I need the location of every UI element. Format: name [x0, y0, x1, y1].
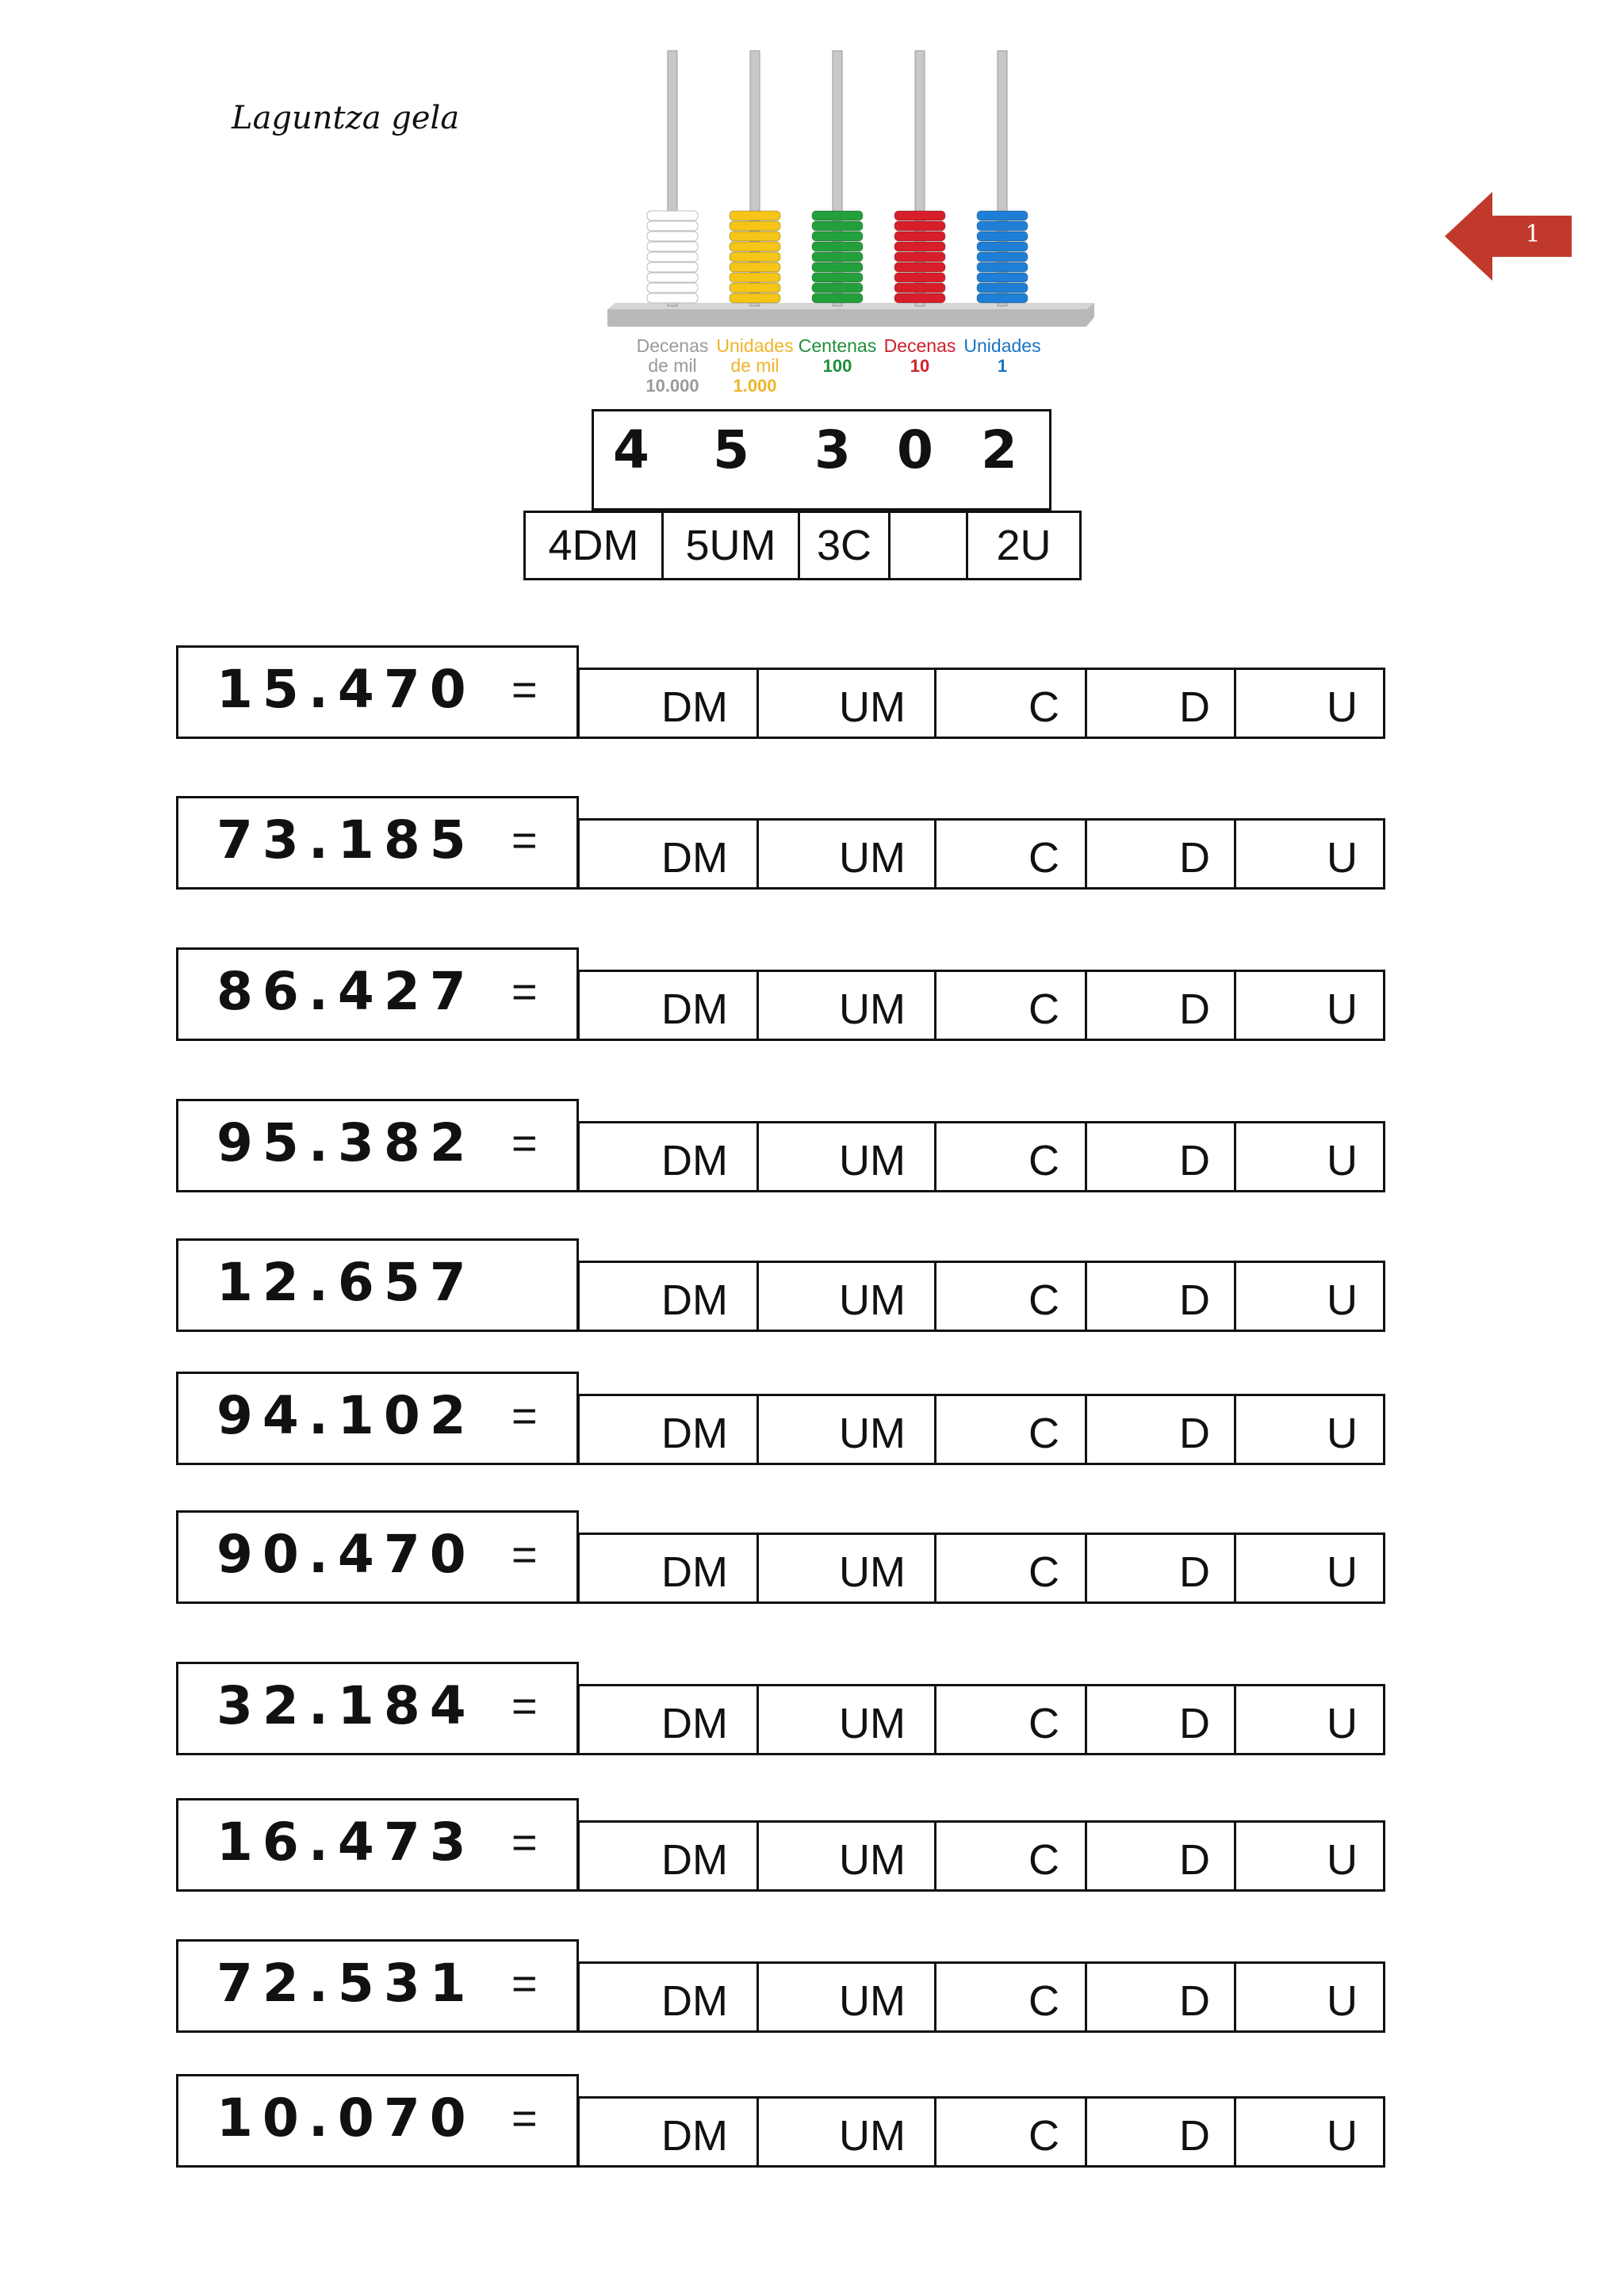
abacus-illustration	[603, 48, 1094, 404]
example-digit: 4	[613, 419, 649, 480]
number-box	[176, 1662, 579, 1755]
abacus-bead	[812, 293, 863, 303]
place-um[interactable]: UM	[756, 1686, 934, 1753]
number-value: 86.427	[216, 961, 476, 1022]
abacus-bead	[730, 262, 780, 272]
abacus-bead	[647, 283, 698, 293]
header-title: Laguntza gela	[232, 100, 460, 136]
place-value-boxes	[577, 1533, 1385, 1604]
place-d[interactable]: D	[1085, 972, 1234, 1039]
place-d[interactable]: D	[1085, 1263, 1234, 1330]
equals-sign: =	[511, 1391, 538, 1441]
abacus-bead	[730, 211, 780, 220]
example-digit: 0	[897, 419, 933, 480]
place-um[interactable]: UM	[756, 1123, 934, 1190]
number-value: 94.102	[216, 1385, 476, 1446]
equals-sign: =	[511, 1118, 538, 1168]
number-box	[176, 1939, 579, 2033]
abacus-bead	[977, 242, 1028, 251]
place-um[interactable]: UM	[756, 821, 934, 887]
abacus-bead	[812, 252, 863, 262]
abacus-bead	[730, 232, 780, 241]
equals-sign: =	[511, 1958, 538, 2008]
abacus-bead	[647, 221, 698, 231]
abacus-bead	[647, 262, 698, 272]
abacus-bead	[730, 283, 780, 293]
place-c[interactable]: C	[934, 670, 1085, 737]
abacus-rod-name2: de mil	[730, 355, 779, 376]
exercise-row	[176, 1510, 1386, 1605]
place-u[interactable]: U	[1234, 1263, 1383, 1330]
place-c[interactable]: C	[934, 1535, 1085, 1601]
place-dm[interactable]: DM	[577, 1396, 756, 1463]
abacus-rod-name: Centenas	[798, 335, 877, 356]
abacus-bead	[647, 211, 698, 220]
place-c[interactable]: C	[934, 1686, 1085, 1753]
place-d[interactable]: D	[1085, 1964, 1234, 2030]
abacus-rod-name: Decenas	[883, 335, 956, 356]
place-um[interactable]: UM	[756, 1535, 934, 1601]
number-box	[176, 1238, 579, 1332]
number-box	[176, 2074, 579, 2168]
abacus-bead	[977, 283, 1028, 293]
place-d[interactable]: D	[1085, 1535, 1234, 1601]
place-value-boxes	[577, 1261, 1385, 1332]
abacus-bead	[812, 283, 863, 293]
example-part: 3C	[800, 513, 891, 578]
abacus-bead	[647, 273, 698, 282]
place-dm[interactable]: DM	[577, 972, 756, 1039]
place-u[interactable]: U	[1234, 2099, 1383, 2165]
example-digit: 5	[713, 419, 749, 480]
place-um[interactable]: UM	[756, 2099, 934, 2165]
number-value: 16.473	[216, 1812, 476, 1873]
exercise-row	[176, 1939, 1386, 2034]
abacus-bead	[812, 211, 863, 220]
abacus-bead	[647, 232, 698, 241]
abacus-bead	[894, 293, 945, 303]
place-c[interactable]: C	[934, 821, 1085, 887]
place-u[interactable]: U	[1234, 1686, 1383, 1753]
place-c[interactable]: C	[934, 2099, 1085, 2165]
abacus-bead	[894, 262, 945, 272]
abacus-bead	[977, 211, 1028, 220]
abacus-bead	[812, 242, 863, 251]
place-dm[interactable]: DM	[577, 1964, 756, 2030]
place-value-boxes	[577, 1684, 1385, 1755]
number-value: 12.657	[216, 1252, 476, 1313]
exercise-row	[176, 645, 1386, 740]
place-value-boxes	[577, 818, 1385, 890]
place-c[interactable]: C	[934, 1823, 1085, 1889]
place-d[interactable]: D	[1085, 2099, 1234, 2165]
place-value-boxes	[577, 1394, 1385, 1465]
abacus-rod-name: Unidades	[963, 335, 1041, 356]
abacus-rod-label	[959, 336, 1046, 376]
equals-sign: =	[511, 1529, 538, 1579]
example-number-box	[592, 409, 1051, 511]
exercise-row	[176, 2074, 1386, 2169]
place-dm[interactable]: DM	[577, 1535, 756, 1601]
abacus-bead	[812, 221, 863, 231]
number-box	[176, 796, 579, 890]
number-value: 10.070	[216, 2087, 476, 2149]
example-digit: 3	[814, 419, 851, 480]
abacus-rod-value: 100	[822, 356, 852, 376]
place-um[interactable]: UM	[756, 1396, 934, 1463]
exercise-row	[176, 947, 1386, 1043]
abacus-bead	[647, 293, 698, 303]
equals-sign: =	[511, 1817, 538, 1867]
abacus-bead	[730, 252, 780, 262]
abacus-rod-name2: de mil	[648, 355, 697, 376]
place-dm[interactable]: DM	[577, 2099, 756, 2165]
abacus-bead	[647, 242, 698, 251]
number-value: 95.382	[216, 1112, 476, 1173]
number-box	[176, 1798, 579, 1892]
example-parts	[523, 511, 1082, 580]
exercise-row	[176, 1099, 1386, 1194]
abacus-bead	[894, 273, 945, 282]
abacus-bead	[730, 242, 780, 251]
place-d[interactable]: D	[1085, 1686, 1234, 1753]
place-value-boxes	[577, 1121, 1385, 1192]
abacus-graphic	[603, 48, 1094, 349]
number-box	[176, 1099, 579, 1192]
abacus-bead	[977, 221, 1028, 231]
place-d[interactable]: D	[1085, 821, 1234, 887]
place-dm[interactable]: DM	[577, 821, 756, 887]
place-value-boxes	[577, 1820, 1385, 1892]
abacus-base-top	[607, 303, 1094, 309]
number-box	[176, 1510, 579, 1604]
place-c[interactable]: C	[934, 972, 1085, 1039]
place-dm[interactable]: DM	[577, 1823, 756, 1889]
exercise-row	[176, 796, 1386, 891]
number-box	[176, 947, 579, 1041]
abacus-bead	[894, 242, 945, 251]
exercise-row	[176, 1372, 1386, 1467]
place-c[interactable]: C	[934, 1396, 1085, 1463]
abacus-bead	[977, 293, 1028, 303]
place-u[interactable]: U	[1234, 1123, 1383, 1190]
number-box	[176, 645, 579, 739]
abacus-bead	[977, 252, 1028, 262]
equals-sign: =	[511, 815, 538, 865]
abacus-rod-label	[794, 336, 881, 376]
place-um[interactable]: UM	[756, 670, 934, 737]
equals-sign: =	[511, 664, 538, 714]
place-um[interactable]: UM	[756, 972, 934, 1039]
abacus-bead	[977, 273, 1028, 282]
abacus-bead	[730, 221, 780, 231]
abacus-bead	[730, 273, 780, 282]
abacus-rod-value: 1.000	[733, 376, 777, 396]
abacus-bead	[894, 252, 945, 262]
example-part: 2U	[996, 522, 1051, 569]
equals-sign: =	[511, 966, 538, 1016]
exercise-row	[176, 1238, 1386, 1334]
place-value-boxes	[577, 668, 1385, 739]
place-um[interactable]: UM	[756, 1964, 934, 2030]
example-part: 4DM	[526, 513, 664, 578]
number-value: 90.470	[216, 1524, 476, 1585]
equals-sign: =	[511, 2093, 538, 2143]
page-badge	[1445, 192, 1572, 281]
example-part	[891, 513, 968, 578]
place-value-boxes	[577, 2096, 1385, 2168]
abacus-bead	[977, 262, 1028, 272]
exercise-row	[176, 1798, 1386, 1893]
place-dm[interactable]: DM	[577, 670, 756, 737]
page-number: 1	[1525, 220, 1541, 248]
place-d[interactable]: D	[1085, 670, 1234, 737]
abacus-rod-name: Decenas	[636, 335, 709, 356]
abacus-bead	[894, 221, 945, 231]
abacus-rod-value: 10.000	[645, 376, 699, 396]
place-dm[interactable]: DM	[577, 1686, 756, 1753]
abacus-rod-label	[711, 336, 799, 396]
place-u[interactable]: U	[1234, 670, 1383, 737]
number-value: 32.184	[216, 1675, 476, 1736]
place-u[interactable]: U	[1234, 1823, 1383, 1889]
abacus-rod-value: 1	[997, 356, 1008, 376]
number-value: 72.531	[216, 1953, 476, 2014]
abacus-bead	[812, 232, 863, 241]
place-u[interactable]: U	[1234, 972, 1383, 1039]
place-dm[interactable]: DM	[577, 1123, 756, 1190]
place-c[interactable]: C	[934, 1964, 1085, 2030]
abacus-bead	[730, 293, 780, 303]
exercise-row	[176, 1662, 1386, 1757]
place-u[interactable]: U	[1234, 1535, 1383, 1601]
place-d[interactable]: D	[1085, 1123, 1234, 1190]
abacus-rod-name: Unidades	[716, 335, 794, 356]
place-u[interactable]: U	[1234, 1396, 1383, 1463]
place-um[interactable]: UM	[756, 1823, 934, 1889]
abacus-bead	[894, 232, 945, 241]
abacus-rod-label	[629, 336, 716, 396]
abacus-rod-value: 10	[910, 356, 930, 376]
example-part: 5UM	[664, 513, 800, 578]
abacus-bead	[812, 262, 863, 272]
abacus-bead	[812, 273, 863, 282]
place-dm[interactable]: DM	[577, 1263, 756, 1330]
place-u[interactable]: U	[1234, 1964, 1383, 2030]
abacus-bead	[977, 232, 1028, 241]
number-value: 15.470	[216, 659, 476, 720]
place-value-boxes	[577, 970, 1385, 1041]
abacus-bead	[647, 252, 698, 262]
place-c[interactable]: C	[934, 1123, 1085, 1190]
place-um[interactable]: UM	[756, 1263, 934, 1330]
equals-sign: =	[511, 1681, 538, 1731]
abacus-bead	[894, 283, 945, 293]
number-box	[176, 1372, 579, 1465]
place-d[interactable]: D	[1085, 1823, 1234, 1889]
abacus-bead	[894, 211, 945, 220]
place-d[interactable]: D	[1085, 1396, 1234, 1463]
place-u[interactable]: U	[1234, 821, 1383, 887]
abacus-rod-label	[876, 336, 963, 376]
place-c[interactable]: C	[934, 1263, 1085, 1330]
place-value-boxes	[577, 1961, 1385, 2033]
number-value: 73.185	[216, 809, 476, 871]
example-digit: 2	[981, 419, 1017, 480]
